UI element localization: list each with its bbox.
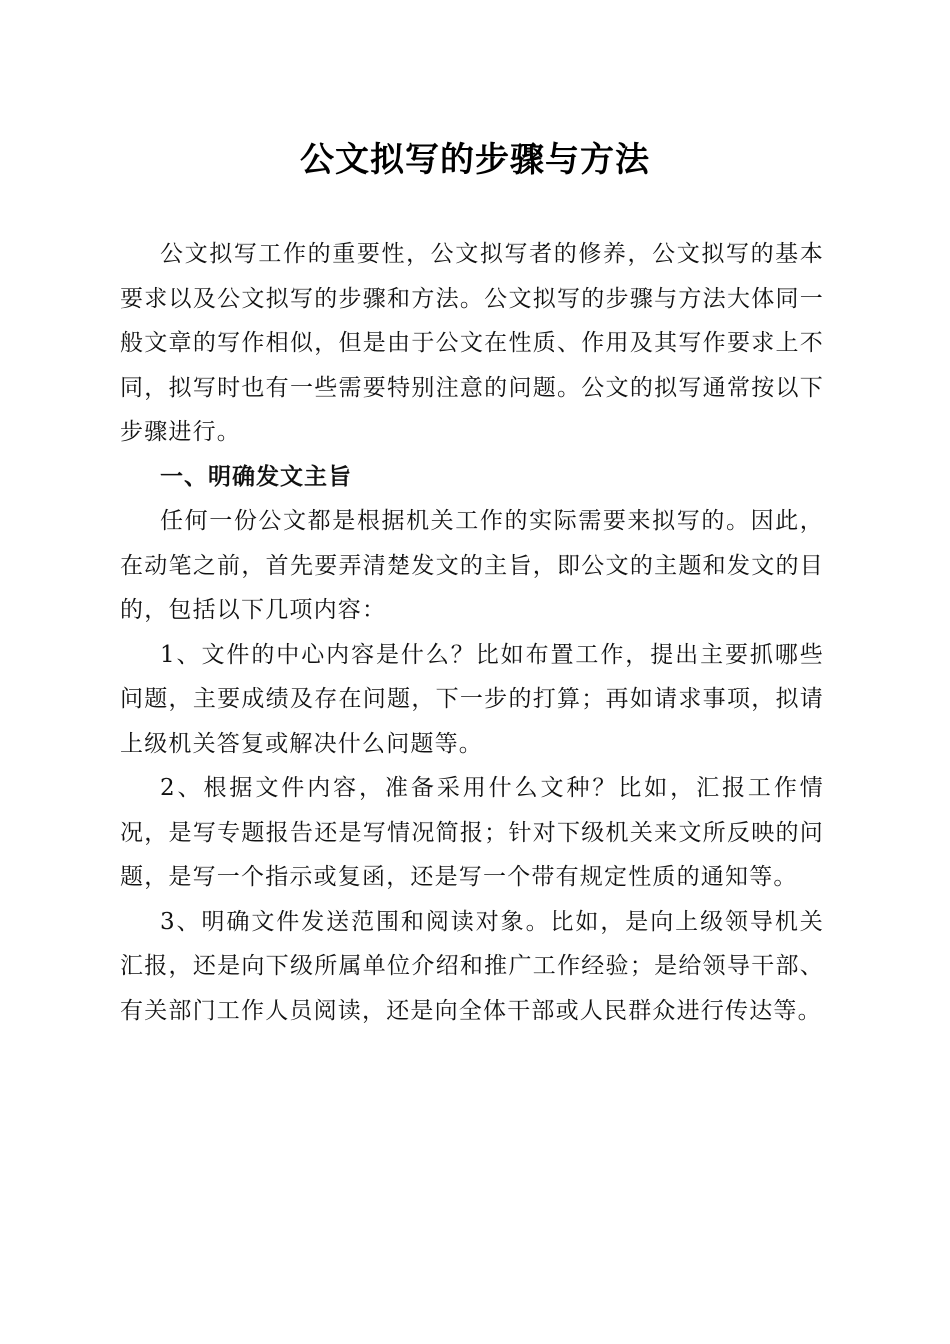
list-item-2: 2、根据文件内容，准备采用什么文种？比如，汇报工作情况，是写专题报告还是写情况简报；针对下级机关来文所反映的问题，是写一个指示或复函，还是写一个带有规定性质的通知等。: [120, 775, 824, 890]
intro-paragraph: 公文拟写工作的重要性，公文拟写者的修养，公文拟写的基本要求以及公文拟写的步骤和方法。公文拟写的步骤与方法大体同一般文章的写作相似，但是由于公文在性质、作用及其写作要求上不同，拟写时也有一些需要特别注意的问题。公文的拟写通常按以下步骤进行。: [120, 241, 824, 445]
section-paragraph: 任何一份公文都是根据机关工作的实际需要来拟写的。因此，在动笔之前，首先要弄清楚发文的主旨，即公文的主题和发文的目的，包括以下几项内容：: [120, 508, 824, 623]
section-heading: 一、明确发文主旨: [160, 463, 352, 490]
document-title: 公文拟写的步骤与方法: [300, 140, 650, 180]
document-body: [120, 232, 824, 1033]
list-item-1: 1、文件的中心内容是什么？比如布置工作，提出主要抓哪些问题，主要成绩及存在问题，下一步的打算；再如请求事项，拟请上级机关答复或解决什么问题等。: [120, 641, 824, 757]
list-item-3: 3、明确文件发送范围和阅读对象。比如，是向上级领导机关汇报，还是向下级所属单位介绍和推广工作经验；是给领导干部、有关部门工作人员阅读，还是向全体干部或人民群众进行传达等。: [120, 908, 824, 1024]
